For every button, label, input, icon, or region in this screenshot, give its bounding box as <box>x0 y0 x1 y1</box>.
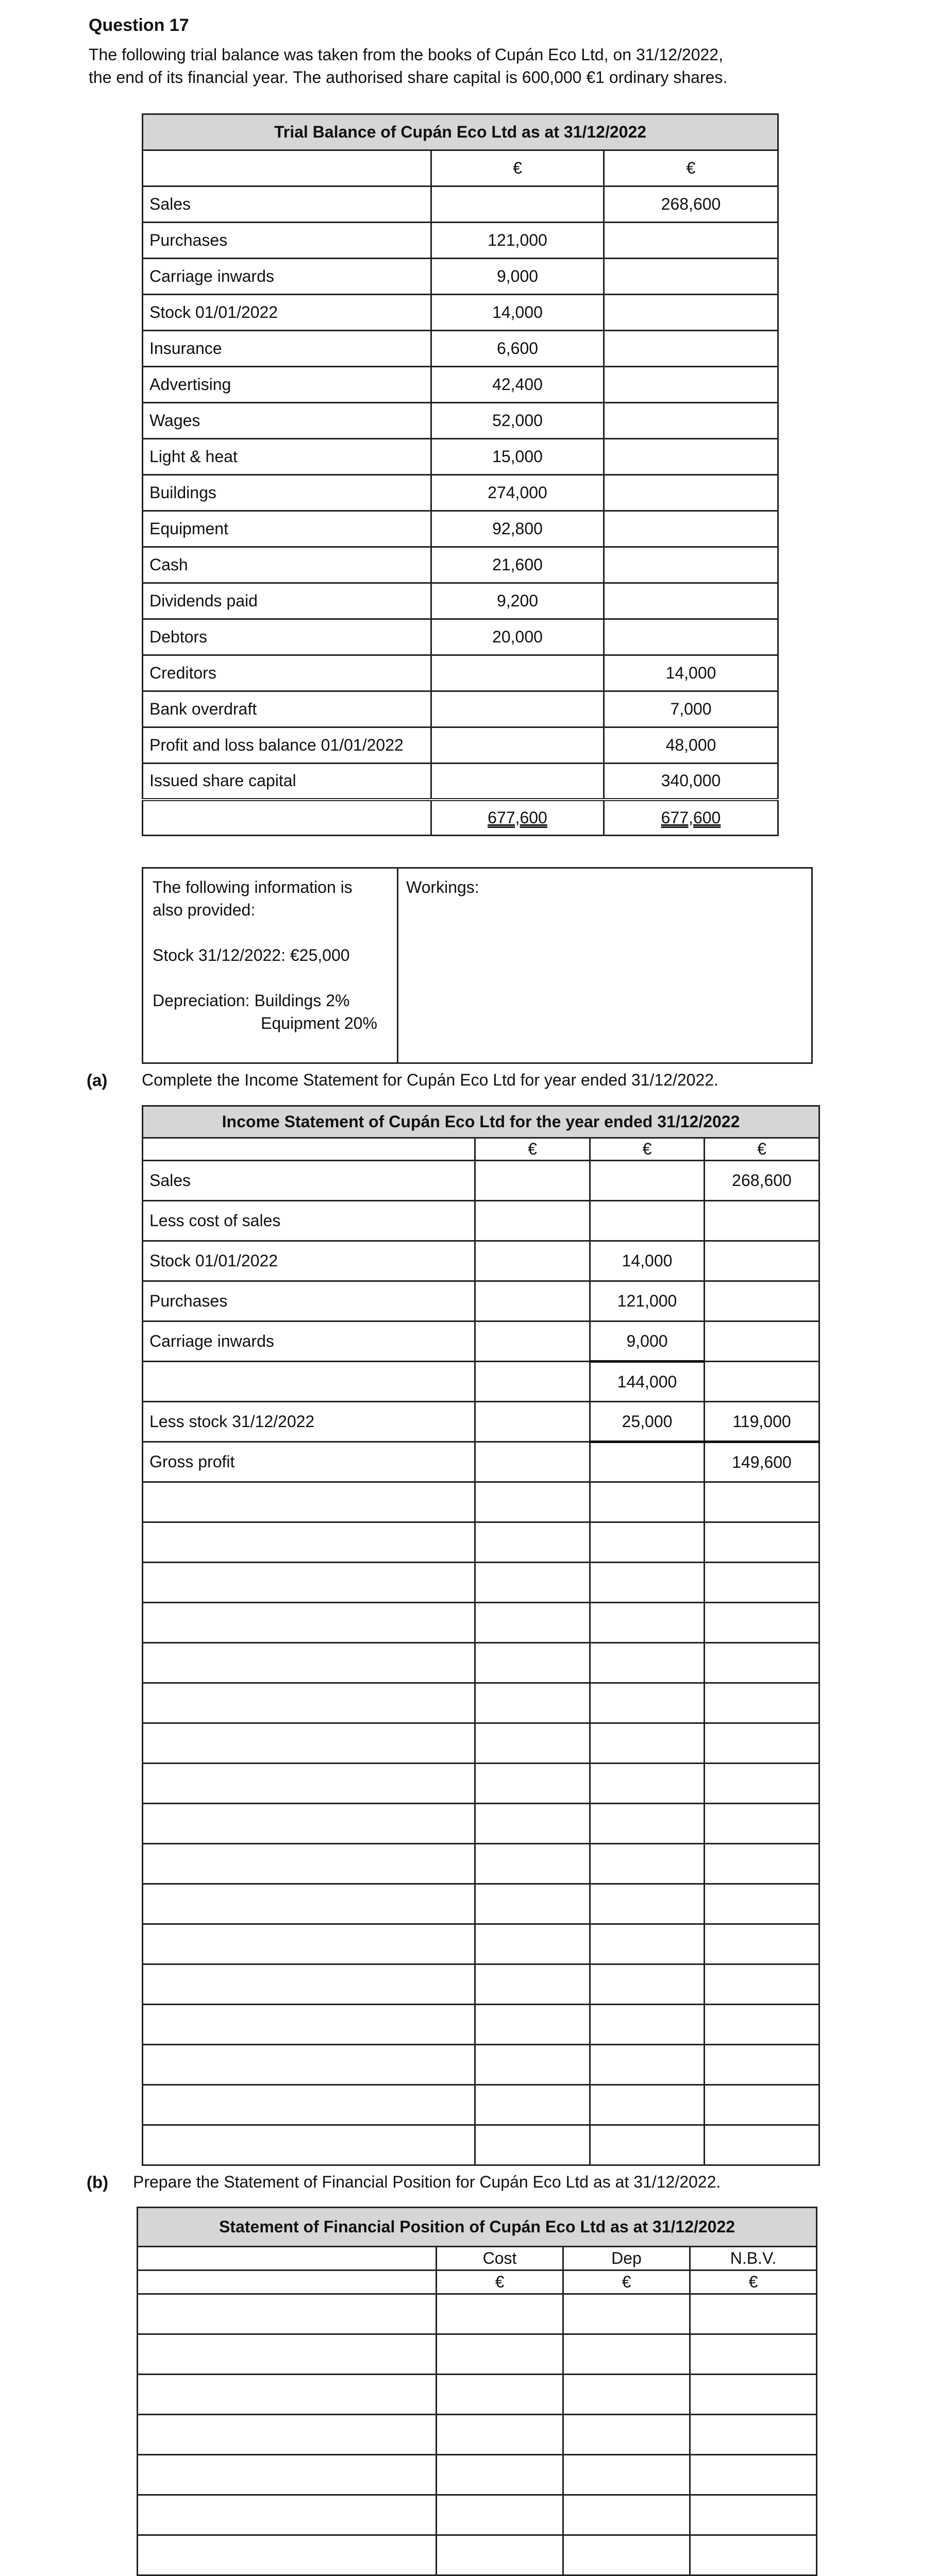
credit-amount: 268,600 <box>604 187 778 223</box>
is-blank-amount-cell[interactable] <box>590 2085 705 2125</box>
debit-amount <box>431 727 604 764</box>
account-name: Advertising <box>143 367 431 403</box>
account-name: Sales <box>143 187 431 223</box>
sfp-blank-row <box>138 2375 817 2415</box>
trial-balance-title: Trial Balance of Cupán Eco Ltd as at 31/12/2022 <box>143 114 778 150</box>
sfp-blank-row <box>138 2495 817 2535</box>
trial-balance-row <box>143 727 778 764</box>
sfp-currency-blank <box>138 2270 437 2294</box>
income-statement-header-blank <box>143 1138 475 1161</box>
credit-amount: 7,000 <box>604 691 778 727</box>
is-blank-amount-cell[interactable] <box>705 1924 819 1964</box>
is-blank-amount-cell[interactable] <box>475 1964 590 2005</box>
total-credit-value: 677,600 <box>661 808 721 827</box>
is-blank-label-cell[interactable] <box>143 2125 475 2165</box>
sfp-blank-nbv-cell[interactable] <box>690 2455 817 2495</box>
is-blank-amount-cell[interactable] <box>705 1844 819 1884</box>
is-amount-col1[interactable] <box>475 1402 590 1442</box>
sfp-blank-row <box>138 2415 817 2455</box>
is-amount-col3[interactable] <box>705 1321 819 1362</box>
is-blank-amount-cell[interactable] <box>705 2005 819 2045</box>
sfp-blank-label-cell[interactable] <box>138 2495 437 2535</box>
income-statement-blank-row <box>143 2005 819 2045</box>
debit-amount <box>431 691 604 727</box>
is-blank-label-cell[interactable] <box>143 1643 475 1683</box>
trial-balance-row <box>143 655 778 691</box>
is-blank-label-cell[interactable] <box>143 1844 475 1884</box>
trial-balance-row <box>143 511 778 547</box>
sfp-blank-cost-cell[interactable] <box>437 2415 563 2455</box>
sfp-blank-label-cell[interactable] <box>138 2455 437 2495</box>
is-blank-label-cell[interactable] <box>143 1804 475 1844</box>
is-blank-amount-cell[interactable] <box>590 2125 705 2165</box>
sfp-blank-dep-cell[interactable] <box>563 2495 690 2535</box>
info-heading-line-1: The following information is <box>153 878 353 896</box>
is-amount-col2[interactable]: 9,000 <box>590 1321 705 1362</box>
account-name: Stock 01/01/2022 <box>143 295 431 331</box>
sfp-cost-header: Cost <box>437 2247 563 2270</box>
income-statement-row <box>143 1201 819 1241</box>
is-blank-amount-cell[interactable] <box>590 1603 705 1643</box>
is-blank-amount-cell[interactable] <box>475 1844 590 1884</box>
sfp-currency-1: € <box>437 2270 563 2294</box>
credit-amount <box>604 223 778 259</box>
is-amount-col2[interactable]: 121,000 <box>590 1281 705 1321</box>
trial-balance-row <box>143 475 778 511</box>
trial-balance-row <box>143 583 778 619</box>
debit-amount <box>431 187 604 223</box>
is-blank-label-cell[interactable] <box>143 1884 475 1924</box>
sfp-blank-cost-cell[interactable] <box>437 2455 563 2495</box>
account-name: Equipment <box>143 511 431 547</box>
sfp-blank-nbv-cell[interactable] <box>690 2415 817 2455</box>
is-blank-amount-cell[interactable] <box>705 1563 819 1603</box>
is-blank-label-cell[interactable] <box>143 1924 475 1964</box>
is-blank-amount-cell[interactable] <box>705 1764 819 1804</box>
is-amount-col1[interactable] <box>475 1201 590 1241</box>
is-blank-label-cell[interactable] <box>143 2005 475 2045</box>
is-blank-label-cell[interactable] <box>143 1723 475 1764</box>
is-blank-amount-cell[interactable] <box>705 1964 819 2005</box>
sfp-blank-dep-cell[interactable] <box>563 2375 690 2415</box>
account-name: Wages <box>143 403 431 439</box>
income-statement-blank-row <box>143 1804 819 1844</box>
is-blank-amount-cell[interactable] <box>590 2045 705 2085</box>
is-blank-amount-cell[interactable] <box>590 1964 705 2005</box>
debit-amount: 15,000 <box>431 439 604 475</box>
sfp-blank-dep-cell[interactable] <box>563 2455 690 2495</box>
total-debit <box>431 800 604 836</box>
is-blank-amount-cell[interactable] <box>475 1643 590 1683</box>
is-line-label: Purchases <box>143 1281 475 1321</box>
is-blank-amount-cell[interactable] <box>475 1522 590 1563</box>
sfp-blank-nbv-cell[interactable] <box>690 2294 817 2334</box>
is-blank-label-cell[interactable] <box>143 1563 475 1603</box>
trial-balance-row <box>143 439 778 475</box>
account-name: Light & heat <box>143 439 431 475</box>
credit-amount <box>604 439 778 475</box>
is-amount-col3[interactable] <box>705 1201 819 1241</box>
sfp-blank-cost-cell[interactable] <box>437 2375 563 2415</box>
is-blank-label-cell[interactable] <box>143 1964 475 2005</box>
is-line-label: Less cost of sales <box>143 1201 475 1241</box>
is-amount-col1[interactable] <box>475 1281 590 1321</box>
info-heading-line-2: also provided: <box>153 901 256 919</box>
debit-amount: 52,000 <box>431 403 604 439</box>
account-name: Insurance <box>143 331 431 367</box>
is-blank-amount-cell[interactable] <box>705 2085 819 2125</box>
credit-amount <box>604 403 778 439</box>
sfp-blank-cost-cell[interactable] <box>437 2495 563 2535</box>
is-amount-col2[interactable]: 144,000 <box>590 1362 705 1402</box>
trial-balance-row <box>143 547 778 583</box>
credit-amount: 14,000 <box>604 655 778 691</box>
is-blank-amount-cell[interactable] <box>590 1482 705 1522</box>
sfp-blank-nbv-cell[interactable] <box>690 2495 817 2535</box>
is-blank-label-cell[interactable] <box>143 1764 475 1804</box>
is-amount-col2[interactable]: 25,000 <box>590 1402 705 1442</box>
debit-amount: 92,800 <box>431 511 604 547</box>
is-blank-amount-cell[interactable] <box>705 1723 819 1764</box>
debit-amount: 121,000 <box>431 223 604 259</box>
income-statement-blank-row <box>143 1603 819 1643</box>
income-statement-blank-row <box>143 1764 819 1804</box>
sfp-blank-nbv-cell[interactable] <box>690 2375 817 2415</box>
is-blank-amount-cell[interactable] <box>475 2045 590 2085</box>
trial-balance-row <box>143 331 778 367</box>
credit-amount <box>604 475 778 511</box>
income-statement-blank-row <box>143 1723 819 1764</box>
is-blank-amount-cell[interactable] <box>705 1643 819 1683</box>
sfp-blank-row <box>138 2294 817 2334</box>
debit-amount <box>431 655 604 691</box>
account-name: Purchases <box>143 223 431 259</box>
is-amount-col2[interactable] <box>590 1161 705 1201</box>
is-amount-col1[interactable] <box>475 1321 590 1362</box>
credit-amount <box>604 367 778 403</box>
is-amount-col3[interactable] <box>705 1241 819 1281</box>
income-statement-blank-row <box>143 1683 819 1723</box>
sfp-blank-row <box>138 2334 817 2375</box>
is-blank-amount-cell[interactable] <box>705 1482 819 1522</box>
sfp-blank-dep-cell[interactable] <box>563 2415 690 2455</box>
question-intro <box>89 43 862 89</box>
trial-balance-table <box>142 113 779 836</box>
is-blank-amount-cell[interactable] <box>475 1563 590 1603</box>
account-name: Buildings <box>143 475 431 511</box>
is-amount-col3[interactable] <box>705 1362 819 1402</box>
is-amount-col2[interactable] <box>590 1201 705 1241</box>
intro-line-1: The following trial balance was taken from the books of Cupán Eco Ltd, on 31/12/2022, <box>89 45 723 64</box>
is-blank-amount-cell[interactable] <box>590 1723 705 1764</box>
income-statement-row <box>143 1321 819 1362</box>
debit-amount: 9,200 <box>431 583 604 619</box>
debit-amount: 274,000 <box>431 475 604 511</box>
income-statement-blank-row <box>143 1964 819 2005</box>
income-statement-blank-row <box>143 1563 819 1603</box>
income-statement-row <box>143 1442 819 1482</box>
sfp-blank-nbv-cell[interactable] <box>690 2334 817 2375</box>
is-amount-col2[interactable] <box>590 1442 705 1482</box>
information-panel <box>143 869 398 1062</box>
sfp-blank-row <box>138 2455 817 2495</box>
is-blank-amount-cell[interactable] <box>590 1924 705 1964</box>
trial-balance-row <box>143 764 778 800</box>
is-line-label: Gross profit <box>143 1442 475 1482</box>
trial-balance-row <box>143 259 778 295</box>
credit-amount <box>604 619 778 655</box>
is-blank-amount-cell[interactable] <box>705 2045 819 2085</box>
is-blank-label-cell[interactable] <box>143 1482 475 1522</box>
credit-amount <box>604 295 778 331</box>
sfp-blank-cost-cell[interactable] <box>437 2535 563 2575</box>
sfp-blank-cost-cell[interactable] <box>437 2334 563 2375</box>
sfp-blank-row <box>138 2535 817 2575</box>
sfp-nbv-header: N.B.V. <box>690 2247 817 2270</box>
sfp-currency-3: € <box>690 2270 817 2294</box>
income-statement-table <box>142 1105 820 2166</box>
financial-position-table <box>137 2207 817 2576</box>
is-blank-amount-cell[interactable] <box>705 1683 819 1723</box>
debit-currency-header: € <box>431 150 604 187</box>
sfp-currency-2: € <box>563 2270 690 2294</box>
credit-amount <box>604 331 778 367</box>
account-name: Profit and loss balance 01/01/2022 <box>143 727 431 764</box>
sfp-blank-label-cell[interactable] <box>138 2334 437 2375</box>
income-statement-blank-row <box>143 1844 819 1884</box>
is-line-label: Carriage inwards <box>143 1321 475 1362</box>
account-name: Dividends paid <box>143 583 431 619</box>
income-statement-blank-row <box>143 2045 819 2085</box>
account-name: Issued share capital <box>143 764 431 800</box>
trial-balance-row <box>143 223 778 259</box>
debit-amount: 42,400 <box>431 367 604 403</box>
account-name: Bank overdraft <box>143 691 431 727</box>
is-blank-amount-cell[interactable] <box>475 1884 590 1924</box>
credit-amount <box>604 583 778 619</box>
trial-balance-row <box>143 187 778 223</box>
trial-balance-row <box>143 367 778 403</box>
is-line-label <box>143 1362 475 1402</box>
is-blank-amount-cell[interactable] <box>475 2005 590 2045</box>
is-blank-amount-cell[interactable] <box>590 1522 705 1563</box>
sfp-blank-label-cell[interactable] <box>138 2535 437 2575</box>
debit-amount: 6,600 <box>431 331 604 367</box>
is-blank-amount-cell[interactable] <box>590 1563 705 1603</box>
is-amount-col1[interactable] <box>475 1442 590 1482</box>
sfp-dep-header: Dep <box>563 2247 690 2270</box>
is-amount-col3[interactable]: 119,000 <box>705 1402 819 1442</box>
is-blank-amount-cell[interactable] <box>705 1884 819 1924</box>
is-blank-amount-cell[interactable] <box>590 1844 705 1884</box>
income-statement-row <box>143 1161 819 1201</box>
is-blank-amount-cell[interactable] <box>475 1764 590 1804</box>
sfp-blank-dep-cell[interactable] <box>563 2334 690 2375</box>
is-amount-col3[interactable]: 268,600 <box>705 1161 819 1201</box>
income-statement-blank-row <box>143 1884 819 1924</box>
account-name: Cash <box>143 547 431 583</box>
is-currency-1: € <box>475 1138 590 1161</box>
income-statement-row <box>143 1241 819 1281</box>
income-statement-blank-row <box>143 1643 819 1683</box>
trial-balance-header-blank <box>143 150 431 187</box>
credit-amount: 340,000 <box>604 764 778 800</box>
workings-label: Workings: <box>406 878 479 896</box>
is-blank-amount-cell[interactable] <box>705 1522 819 1563</box>
part-a-label: (a) <box>87 1071 108 1090</box>
is-blank-amount-cell[interactable] <box>475 1603 590 1643</box>
income-statement-row <box>143 1362 819 1402</box>
is-line-label: Less stock 31/12/2022 <box>143 1402 475 1442</box>
closing-stock-note: Stock 31/12/2022: €25,000 <box>153 946 350 964</box>
is-blank-amount-cell[interactable] <box>590 1643 705 1683</box>
part-a-instruction: Complete the Income Statement for Cupán Eco Ltd for year ended 31/12/2022. <box>142 1071 718 1089</box>
is-blank-amount-cell[interactable] <box>590 2005 705 2045</box>
is-blank-amount-cell[interactable] <box>475 1804 590 1844</box>
credit-amount <box>604 511 778 547</box>
part-b-instruction: Prepare the Statement of Financial Position for Cupán Eco Ltd as at 31/12/2022. <box>133 2173 721 2191</box>
is-amount-col3[interactable]: 149,600 <box>705 1442 819 1482</box>
trial-balance-row <box>143 691 778 727</box>
is-blank-amount-cell[interactable] <box>590 1884 705 1924</box>
is-amount-col1[interactable] <box>475 1161 590 1201</box>
is-amount-col1[interactable] <box>475 1362 590 1402</box>
total-row-label <box>143 800 431 836</box>
additional-information-box <box>142 867 813 1064</box>
account-name: Creditors <box>143 655 431 691</box>
income-statement-blank-row <box>143 2085 819 2125</box>
is-blank-label-cell[interactable] <box>143 2045 475 2085</box>
income-statement-blank-row <box>143 1522 819 1563</box>
debit-amount <box>431 764 604 800</box>
is-blank-amount-cell[interactable] <box>705 2125 819 2165</box>
sfp-blank-dep-cell[interactable] <box>563 2294 690 2334</box>
is-blank-label-cell[interactable] <box>143 2085 475 2125</box>
debit-amount: 20,000 <box>431 619 604 655</box>
income-statement-blank-row <box>143 1924 819 1964</box>
is-amount-col1[interactable] <box>475 1241 590 1281</box>
is-amount-col3[interactable] <box>705 1281 819 1321</box>
credit-amount <box>604 259 778 295</box>
sfp-blank-label-cell[interactable] <box>138 2415 437 2455</box>
question-title: Question 17 <box>89 15 189 35</box>
is-blank-amount-cell[interactable] <box>475 1723 590 1764</box>
sfp-blank-cost-cell[interactable] <box>437 2294 563 2334</box>
is-blank-amount-cell[interactable] <box>475 2085 590 2125</box>
sfp-blank-label-cell[interactable] <box>138 2294 437 2334</box>
trial-balance-row <box>143 403 778 439</box>
trial-balance-row <box>143 295 778 331</box>
credit-amount: 48,000 <box>604 727 778 764</box>
sfp-blank-label-cell[interactable] <box>138 2375 437 2415</box>
is-currency-2: € <box>590 1138 705 1161</box>
is-line-label: Sales <box>143 1161 475 1201</box>
depreciation-note-line-2: Equipment 20% <box>261 1014 377 1032</box>
debit-amount: 21,600 <box>431 547 604 583</box>
depreciation-note-line-1: Depreciation: Buildings 2% <box>153 991 350 1010</box>
part-b-label: (b) <box>87 2173 109 2192</box>
sfp-blank-nbv-cell[interactable] <box>690 2535 817 2575</box>
is-blank-label-cell[interactable] <box>143 1522 475 1563</box>
intro-line-2: the end of its financial year. The authorised share capital is 600,000 €1 ordinary shares. <box>89 68 728 87</box>
is-blank-amount-cell[interactable] <box>475 1924 590 1964</box>
income-statement-row <box>143 1402 819 1442</box>
is-blank-amount-cell[interactable] <box>475 1482 590 1522</box>
is-blank-amount-cell[interactable] <box>705 1804 819 1844</box>
financial-position-title: Statement of Financial Position of Cupán Eco Ltd as at 31/12/2022 <box>138 2208 817 2247</box>
sfp-blank-dep-cell[interactable] <box>563 2535 690 2575</box>
debit-amount: 9,000 <box>431 259 604 295</box>
is-blank-amount-cell[interactable] <box>475 2125 590 2165</box>
is-blank-label-cell[interactable] <box>143 1603 475 1643</box>
is-blank-amount-cell[interactable] <box>590 1764 705 1804</box>
is-blank-amount-cell[interactable] <box>590 1683 705 1723</box>
income-statement-title: Income Statement of Cupán Eco Ltd for the year ended 31/12/2022 <box>143 1106 819 1138</box>
credit-amount <box>604 547 778 583</box>
is-currency-3: € <box>705 1138 819 1161</box>
trial-balance-row <box>143 619 778 655</box>
credit-currency-header: € <box>604 150 778 187</box>
is-blank-label-cell[interactable] <box>143 1683 475 1723</box>
sfp-header-blank <box>138 2247 437 2270</box>
income-statement-row <box>143 1281 819 1321</box>
is-amount-col2[interactable]: 14,000 <box>590 1241 705 1281</box>
account-name: Carriage inwards <box>143 259 431 295</box>
is-blank-amount-cell[interactable] <box>590 1804 705 1844</box>
income-statement-blank-row <box>143 2125 819 2165</box>
income-statement-blank-row <box>143 1482 819 1522</box>
is-blank-amount-cell[interactable] <box>705 1603 819 1643</box>
account-name: Debtors <box>143 619 431 655</box>
debit-amount: 14,000 <box>431 295 604 331</box>
is-line-label: Stock 01/01/2022 <box>143 1241 475 1281</box>
total-credit <box>604 800 778 836</box>
total-debit-value: 677,600 <box>488 808 547 827</box>
is-blank-amount-cell[interactable] <box>475 1683 590 1723</box>
